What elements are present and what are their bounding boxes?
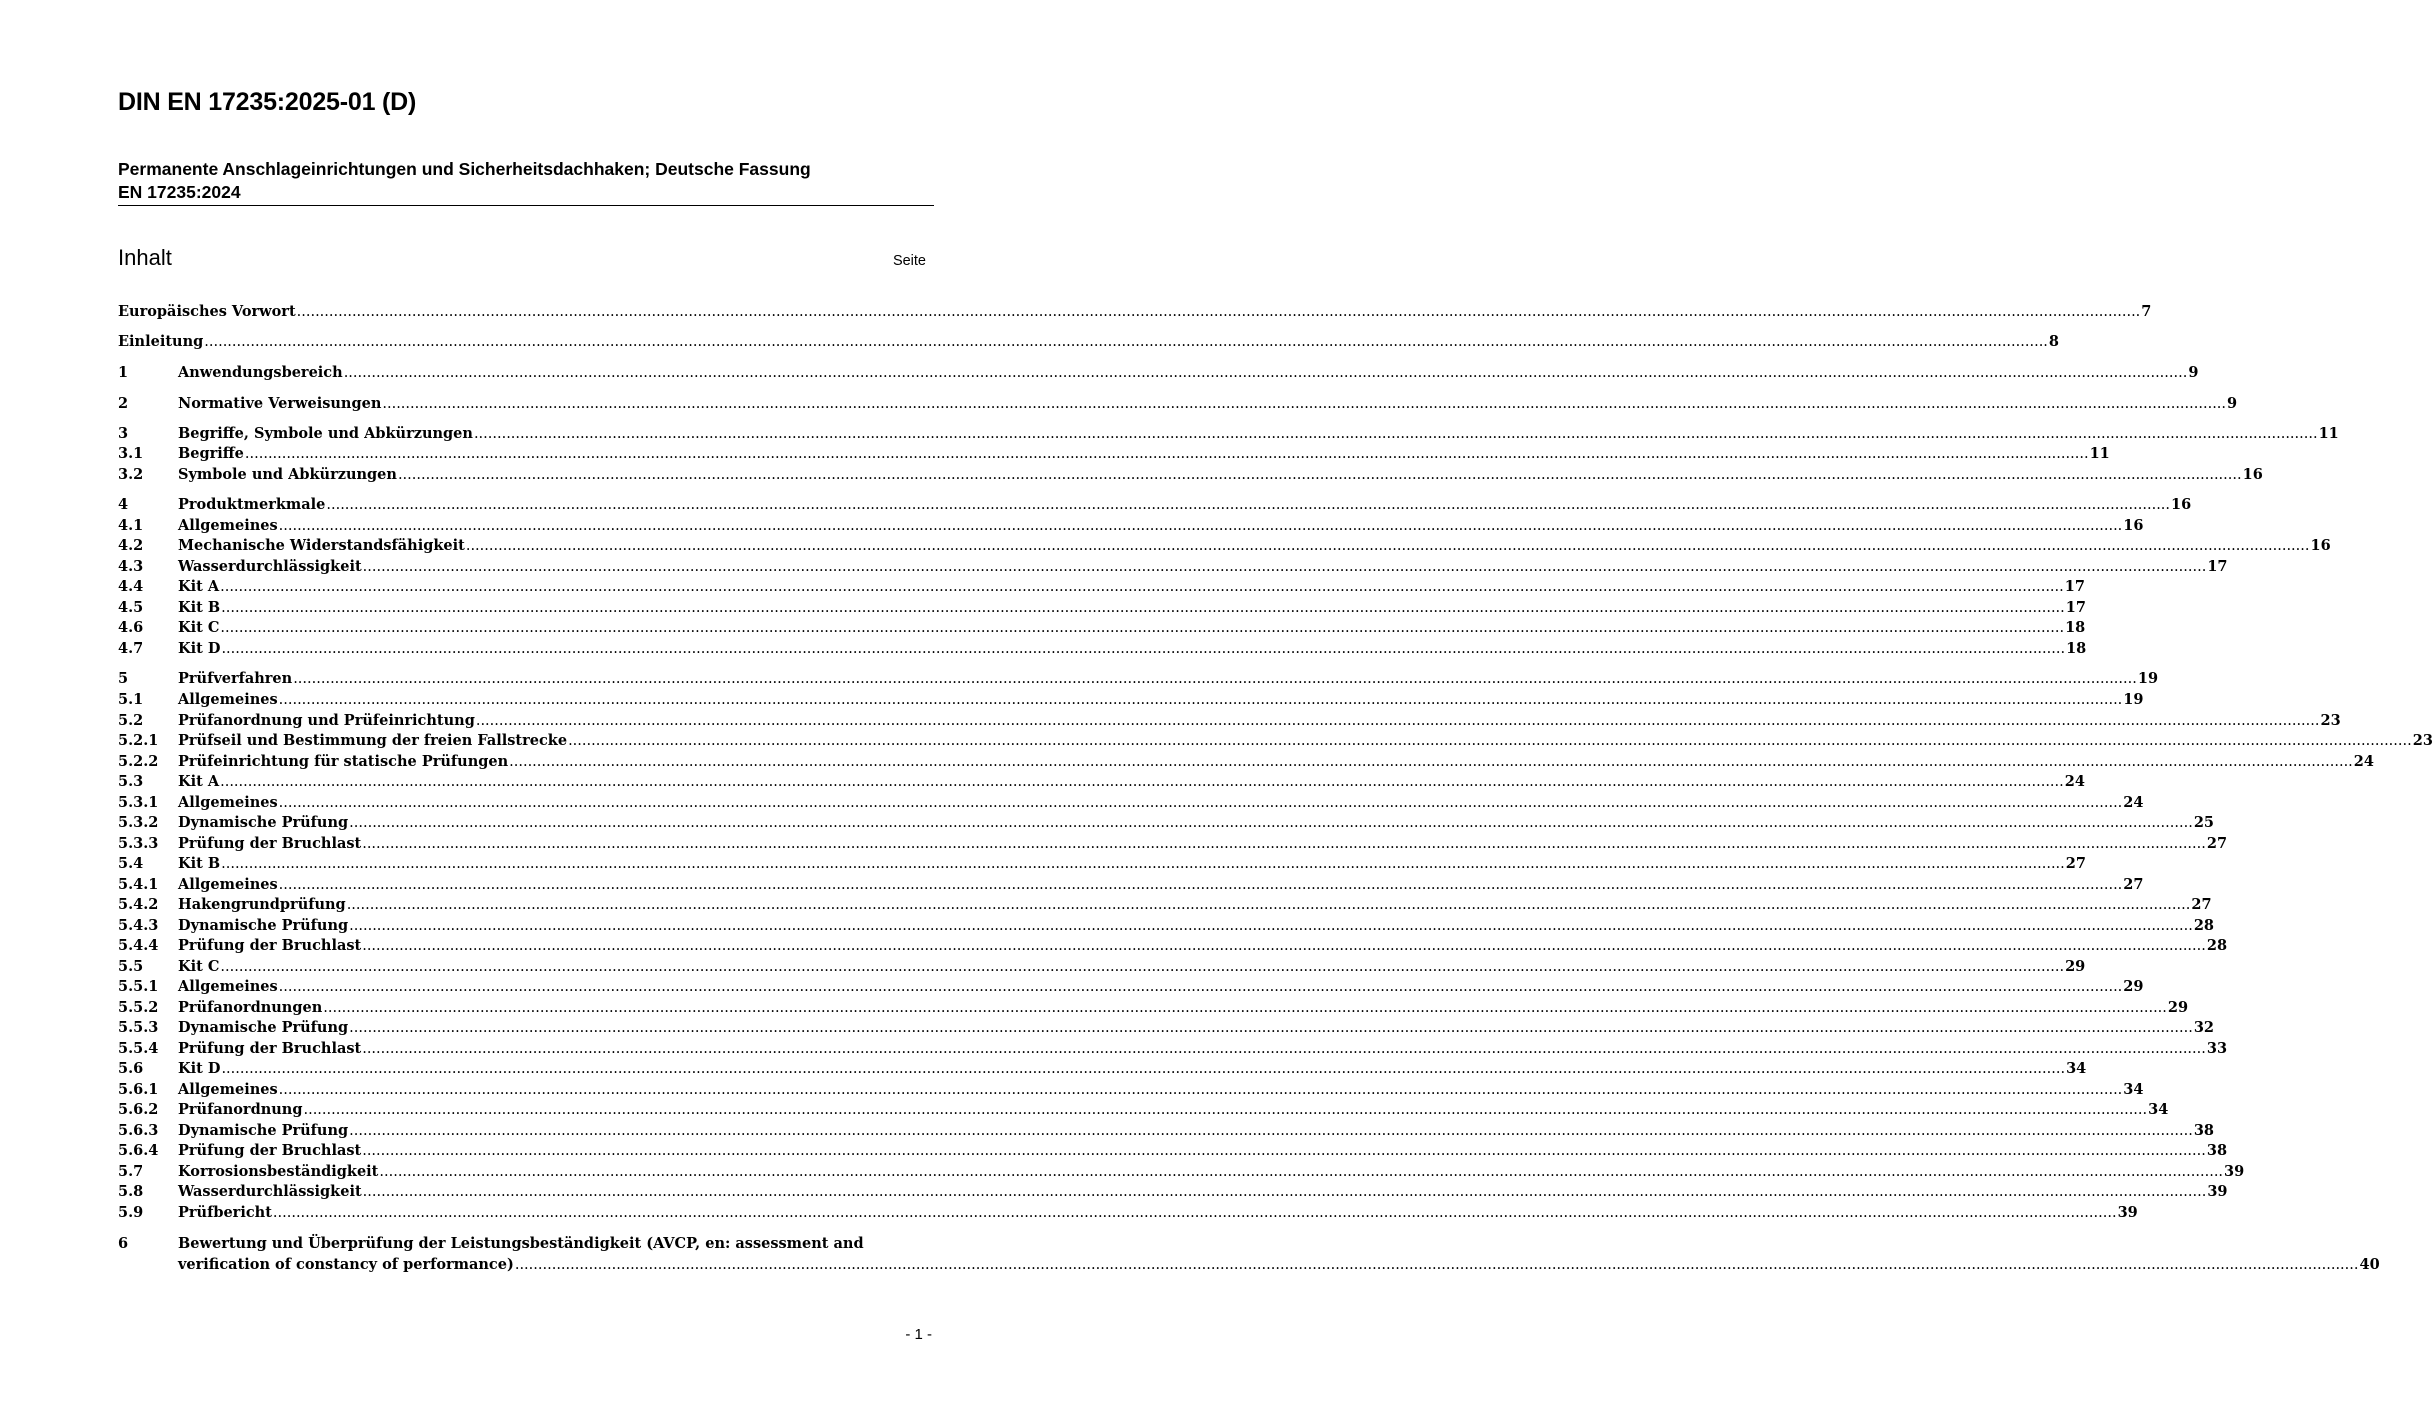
toc-entry-title: Wasserdurchlässigkeit xyxy=(178,558,362,575)
toc-dot-leader: ................................................................................................................................................................................................................................................................................................................................................................................................................ xyxy=(272,1205,2117,1221)
toc-dot-leader: ................................................................................................................................................................................................................................................................................................................................................................................................................ xyxy=(509,754,2353,770)
toc-entry-number: 5.9 xyxy=(118,1204,144,1221)
toc-dot-leader: ................................................................................................................................................................................................................................................................................................................................................................................................................ xyxy=(475,713,2320,729)
toc-entry-number: 5.3.2 xyxy=(118,814,159,831)
toc-entry-page: 39 xyxy=(2224,1163,2245,1180)
toc-entry-title: Anwendungsbereich xyxy=(178,364,343,381)
toc-entry-line xyxy=(178,936,2228,957)
toc-entry-page: 34 xyxy=(2123,1081,2144,1098)
toc-entry[interactable] xyxy=(118,711,2341,732)
toc-dot-leader: ................................................................................................................................................................................................................................................................................................................................................................................................................ xyxy=(362,1041,2206,1057)
toc-entry-page: 16 xyxy=(2171,496,2192,513)
toc-entry-line xyxy=(178,394,2238,415)
toc-dot-leader: ................................................................................................................................................................................................................................................................................................................................................................................................................ xyxy=(296,304,2141,320)
subtitle-line-1: Permanente Anschlageinrichtungen und Sicherheitsdachhaken; Deutsche Fassung xyxy=(118,159,811,179)
toc-entry-number: 5.3.3 xyxy=(118,835,159,852)
toc-entry[interactable] xyxy=(118,875,2144,896)
toc-entry-title: Dynamische Prüfung xyxy=(178,814,349,831)
toc-entry-page: 29 xyxy=(2065,958,2086,975)
toc-dot-leader: ................................................................................................................................................................................................................................................................................................................................................................................................................ xyxy=(220,620,2065,636)
toc-entry-line xyxy=(178,557,2228,578)
toc-entry-number: 5.3.1 xyxy=(118,794,159,811)
toc-entry-title: Prüfseil und Bestimmung der freien Fallstrecke xyxy=(178,732,568,749)
toc-entry[interactable] xyxy=(118,332,2060,353)
toc-entry-number: 2 xyxy=(118,395,129,412)
toc-entry-line xyxy=(178,536,2331,557)
toc-entry-title-line-1: Bewertung und Überprüfung der Leistungsbeständigkeit (AVCP, en: assessment and xyxy=(178,1235,864,1252)
toc-entry-number: 3 xyxy=(118,425,129,442)
toc-dot-leader: ................................................................................................................................................................................................................................................................................................................................................................................................................ xyxy=(362,1143,2206,1159)
toc-entry-number: 5.5.3 xyxy=(118,1019,159,1036)
toc-entry-line xyxy=(178,895,2212,916)
toc-entry-page: 27 xyxy=(2206,835,2228,852)
toc-entry-page: 9 xyxy=(2227,395,2238,412)
toc-entry-line xyxy=(178,639,2087,660)
toc-entry-page: 19 xyxy=(2123,691,2144,708)
toc-entry[interactable] xyxy=(118,495,2192,516)
toc-entry[interactable] xyxy=(118,465,2263,486)
toc-entry-number: 1 xyxy=(118,364,129,381)
toc-entry-line xyxy=(178,577,2085,598)
toc-entry-number: 5.5 xyxy=(118,958,144,975)
toc-entry-number: 5.5.2 xyxy=(118,999,159,1016)
toc-entry-page: 24 xyxy=(2064,773,2085,790)
toc-dot-leader: ................................................................................................................................................................................................................................................................................................................................................................................................................ xyxy=(349,918,2193,934)
toc-entry-number: 4.7 xyxy=(118,640,144,657)
toc-dot-leader: ................................................................................................................................................................................................................................................................................................................................................................................................................ xyxy=(362,1184,2207,1200)
toc-entry-title: Wasserdurchlässigkeit xyxy=(178,1183,362,1200)
toc-entry-page: 9 xyxy=(2188,364,2199,381)
toc-entry[interactable] xyxy=(118,424,2339,445)
toc-entry-line xyxy=(118,332,2060,353)
subtitle-line-2: EN 17235:2024 xyxy=(118,182,241,202)
toc-dot-leader: ................................................................................................................................................................................................................................................................................................................................................................................................................ xyxy=(278,979,2123,995)
toc-entry-line xyxy=(178,465,2263,486)
toc-entry-title: Allgemeines xyxy=(178,517,278,534)
toc-entry[interactable] xyxy=(118,834,2228,855)
toc-entry[interactable] xyxy=(118,1141,2228,1162)
document-title: DIN EN 17235:2025-01 (D) xyxy=(118,88,417,116)
toc-entry[interactable] xyxy=(118,936,2228,957)
toc-entry[interactable] xyxy=(118,516,2144,537)
toc-entry-page: 17 xyxy=(2065,599,2086,616)
toc-entry-line xyxy=(178,957,2086,978)
toc-entry[interactable] xyxy=(118,1234,2380,1275)
toc-dot-leader: ................................................................................................................................................................................................................................................................................................................................................................................................................ xyxy=(349,1020,2193,1036)
toc-entry-page: 17 xyxy=(2064,578,2085,595)
toc-entry-page: 32 xyxy=(2193,1019,2214,1036)
toc-entry-number: 5.2 xyxy=(118,712,144,729)
toc-entry-title: Allgemeines xyxy=(178,794,278,811)
toc-entry-number: 5 xyxy=(118,670,129,687)
page-number: - 1 - xyxy=(905,1326,932,1343)
toc-dot-leader: ................................................................................................................................................................................................................................................................................................................................................................................................................ xyxy=(221,641,2066,657)
toc-dot-leader: ................................................................................................................................................................................................................................................................................................................................................................................................................ xyxy=(278,877,2123,893)
toc-entry[interactable] xyxy=(118,957,2086,978)
toc-entry-page: 11 xyxy=(2089,445,2110,462)
toc-entry-page: 39 xyxy=(2117,1204,2138,1221)
toc-entry-number: 4.1 xyxy=(118,517,144,534)
toc-dot-leader: ................................................................................................................................................................................................................................................................................................................................................................................................................ xyxy=(465,538,2310,554)
toc-entry-line xyxy=(178,363,2199,384)
toc-entry-line xyxy=(178,598,2086,619)
toc-entry-line xyxy=(178,875,2144,896)
toc-dot-leader: ................................................................................................................................................................................................................................................................................................................................................................................................................ xyxy=(278,1082,2123,1098)
toc-entry-number: 5.8 xyxy=(118,1183,144,1200)
toc-entry-number: 5.3 xyxy=(118,773,144,790)
toc-entry-line xyxy=(178,772,2085,793)
toc-entry-line xyxy=(178,516,2144,537)
toc-entry-line xyxy=(178,834,2228,855)
toc-entry-page: 25 xyxy=(2193,814,2214,831)
toc-entry-title: Prüfung der Bruchlast xyxy=(178,835,362,852)
toc-entry[interactable] xyxy=(118,1121,2214,1142)
toc-entry-line xyxy=(178,998,2189,1019)
toc-entry-title: Mechanische Widerstandsfähigkeit xyxy=(178,537,465,554)
toc-dot-leader: ................................................................................................................................................................................................................................................................................................................................................................................................................ xyxy=(221,1061,2066,1077)
toc-dot-leader: ................................................................................................................................................................................................................................................................................................................................................................................................................ xyxy=(278,692,2123,708)
toc-entry-number: 4.3 xyxy=(118,558,144,575)
toc-entry-line xyxy=(178,1018,2214,1039)
toc-entry-number: 4.2 xyxy=(118,537,144,554)
toc-entry-page: 18 xyxy=(2066,640,2087,657)
toc-entry-line xyxy=(178,813,2214,834)
toc-entry-line xyxy=(178,977,2144,998)
toc-entry-page: 38 xyxy=(2206,1142,2228,1159)
toc-entry-number: 5.4.4 xyxy=(118,937,159,954)
toc-entry-number: 5.6.1 xyxy=(118,1081,159,1098)
toc-entry-title: Prüfanordnung und Prüfeinrichtung xyxy=(178,712,475,729)
toc-entry-number: 5.2.2 xyxy=(118,753,159,770)
toc-entry-page: 16 xyxy=(2310,537,2331,554)
toc-entry-line xyxy=(178,1121,2214,1142)
toc-entry-line xyxy=(178,618,2086,639)
toc-entry-line xyxy=(178,916,2214,937)
toc-entry-page: 28 xyxy=(2193,917,2214,934)
toc-dot-leader: ................................................................................................................................................................................................................................................................................................................................................................................................................ xyxy=(379,1164,2224,1180)
toc-entry-title: Hakengrundprüfung xyxy=(178,896,346,913)
toc-entry-line xyxy=(178,1203,2138,1224)
toc-entry-title: Symbole und Abkürzungen xyxy=(178,466,397,483)
toc-entry-page: 7 xyxy=(2141,303,2152,320)
toc-entry-number: 5.4.1 xyxy=(118,876,159,893)
toc-entry-page: 38 xyxy=(2193,1122,2214,1139)
toc-dot-leader: ................................................................................................................................................................................................................................................................................................................................................................................................................ xyxy=(204,334,2048,350)
toc-entry-page: 28 xyxy=(2206,937,2228,954)
toc-dot-leader: ................................................................................................................................................................................................................................................................................................................................................................................................................ xyxy=(221,600,2065,616)
toc-entry-page: 29 xyxy=(2123,978,2144,995)
toc-dot-leader: ................................................................................................................................................................................................................................................................................................................................................................................................................ xyxy=(362,938,2206,954)
toc-entry-title: Begriffe xyxy=(178,445,244,462)
toc-entry-page: 34 xyxy=(2066,1060,2087,1077)
toc-entry[interactable] xyxy=(118,598,2086,619)
toc-entry-title: Dynamische Prüfung xyxy=(178,1122,349,1139)
toc-entry-title: Begriffe, Symbole und Abkürzungen xyxy=(178,425,473,442)
toc-entry-number: 5.6.3 xyxy=(118,1122,159,1139)
toc-entry-title: Kit D xyxy=(178,1060,221,1077)
toc-entry[interactable] xyxy=(118,577,2085,598)
toc-entry-number: 5.4.2 xyxy=(118,896,159,913)
toc-entry-page: 11 xyxy=(2318,425,2339,442)
toc-entry-title: Normative Verweisungen xyxy=(178,395,382,412)
toc-entry-title: Prüfung der Bruchlast xyxy=(178,1142,362,1159)
toc-entry[interactable] xyxy=(118,444,2110,465)
toc-heading: Inhalt xyxy=(118,245,172,270)
toc-entry-line xyxy=(178,690,2144,711)
toc-dot-leader: ................................................................................................................................................................................................................................................................................................................................................................................................................ xyxy=(349,815,2193,831)
toc-entry-line xyxy=(178,1100,2169,1121)
toc-entry-page: 34 xyxy=(2148,1101,2169,1118)
toc-entry-line xyxy=(178,1255,2380,1276)
toc-entry-number: 5.4.3 xyxy=(118,917,159,934)
toc-entry-title: Einleitung xyxy=(118,333,204,350)
toc-entry-title: Kit C xyxy=(178,958,220,975)
toc-entry-page: 24 xyxy=(2123,794,2144,811)
toc-entry-number: 5.6.4 xyxy=(118,1142,159,1159)
toc-entry[interactable] xyxy=(118,813,2214,834)
toc-entry[interactable] xyxy=(118,394,2238,415)
toc-entry-page: 16 xyxy=(2242,466,2263,483)
toc-entry[interactable] xyxy=(118,669,2159,690)
toc-entry[interactable] xyxy=(118,536,2331,557)
toc-entry[interactable] xyxy=(118,977,2144,998)
toc-entry-page: 24 xyxy=(2353,753,2374,770)
toc-entry[interactable] xyxy=(118,793,2144,814)
toc-entry-title: Europäisches Vorwort xyxy=(118,303,296,320)
toc-entry[interactable] xyxy=(118,618,2086,639)
toc-entry[interactable] xyxy=(118,1059,2087,1080)
toc-dot-leader: ................................................................................................................................................................................................................................................................................................................................................................................................................ xyxy=(220,959,2065,975)
toc-entry-title: Dynamische Prüfung xyxy=(178,917,349,934)
toc-entry-page: 40 xyxy=(2359,1255,2380,1273)
toc-page-column-label: Seite xyxy=(892,253,926,269)
toc-dot-leader: ................................................................................................................................................................................................................................................................................................................................................................................................................ xyxy=(382,396,2227,412)
toc-entry[interactable] xyxy=(118,998,2189,1019)
toc-entry[interactable] xyxy=(118,1100,2169,1121)
toc-entry-page: 19 xyxy=(2137,670,2159,687)
toc-dot-leader: ................................................................................................................................................................................................................................................................................................................................................................................................................ xyxy=(397,467,2242,483)
toc-entry-page: 8 xyxy=(2048,333,2060,350)
toc-dot-leader: ................................................................................................................................................................................................................................................................................................................................................................................................................ xyxy=(326,497,2171,513)
toc-entry-page: 23 xyxy=(2412,732,2433,749)
toc-entry-title: Prüfanordnung xyxy=(178,1101,303,1118)
title-divider xyxy=(118,205,934,206)
toc-entry[interactable] xyxy=(118,1203,2138,1224)
toc-dot-leader: ................................................................................................................................................................................................................................................................................................................................................................................................................ xyxy=(220,579,2064,595)
toc-entry-line xyxy=(178,444,2110,465)
toc-entry[interactable] xyxy=(118,731,2433,752)
toc-entry-line xyxy=(178,1039,2228,1060)
toc-entry-title: Prüfverfahren xyxy=(178,670,293,687)
toc-entry-line xyxy=(178,752,2374,773)
toc-entry-line xyxy=(178,854,2086,875)
toc-entry[interactable] xyxy=(118,690,2144,711)
toc-entry-line xyxy=(118,302,2152,323)
toc-entry-title: Kit A xyxy=(178,578,220,595)
toc-entry-page: 18 xyxy=(2065,619,2086,636)
toc-entry-number: 4.4 xyxy=(118,578,144,595)
toc-entry-line xyxy=(178,495,2192,516)
toc-entry-line xyxy=(178,1182,2228,1203)
toc-entry-title: Kit D xyxy=(178,640,221,657)
toc-entry-title: Allgemeines xyxy=(178,978,278,995)
toc-dot-leader: ................................................................................................................................................................................................................................................................................................................................................................................................................ xyxy=(349,1123,2193,1139)
toc-entry-line xyxy=(178,424,2339,445)
toc-dot-leader: ................................................................................................................................................................................................................................................................................................................................................................................................................ xyxy=(343,365,2188,381)
toc-entry-line xyxy=(178,1141,2228,1162)
toc-dot-leader: ................................................................................................................................................................................................................................................................................................................................................................................................................ xyxy=(362,559,2207,575)
toc-entry-title: Kit C xyxy=(178,619,220,636)
toc-entry[interactable] xyxy=(118,1018,2214,1039)
toc-entry[interactable] xyxy=(118,639,2087,660)
toc-entry-title: Allgemeines xyxy=(178,876,278,893)
toc-dot-leader: ................................................................................................................................................................................................................................................................................................................................................................................................................ xyxy=(473,426,2318,442)
toc-entry-title: Allgemeines xyxy=(178,691,278,708)
toc-dot-leader: ................................................................................................................................................................................................................................................................................................................................................................................................................ xyxy=(346,897,2191,913)
toc-dot-leader: ................................................................................................................................................................................................................................................................................................................................................................................................................ xyxy=(323,1000,2167,1016)
toc-entry-number: 5.6 xyxy=(118,1060,144,1077)
toc-entry-line xyxy=(178,669,2159,690)
toc-entry[interactable] xyxy=(118,363,2199,384)
toc-entry-number: 5.2.1 xyxy=(118,732,159,749)
toc-entry-title: verification of constancy of performance) xyxy=(178,1255,514,1273)
toc-dot-leader: ................................................................................................................................................................................................................................................................................................................................................................................................................ xyxy=(220,774,2064,790)
toc-entry-title: Korrosionsbeständigkeit xyxy=(178,1163,379,1180)
toc-entry-page: 39 xyxy=(2207,1183,2228,1200)
toc-dot-leader: ................................................................................................................................................................................................................................................................................................................................................................................................................ xyxy=(278,518,2123,534)
toc-entry[interactable] xyxy=(118,1182,2228,1203)
toc-entry-page: 27 xyxy=(2191,896,2212,913)
toc-dot-leader: ................................................................................................................................................................................................................................................................................................................................................................................................................ xyxy=(303,1102,2148,1118)
toc-entry[interactable] xyxy=(118,1162,2245,1183)
toc-entry-page: 17 xyxy=(2207,558,2228,575)
toc-entry[interactable] xyxy=(118,772,2085,793)
toc-dot-leader: ................................................................................................................................................................................................................................................................................................................................................................................................................ xyxy=(278,795,2123,811)
toc-entry-title: Prüfanordnungen xyxy=(178,999,323,1016)
toc-entry-number: 5.1 xyxy=(118,691,144,708)
toc-dot-leader: ................................................................................................................................................................................................................................................................................................................................................................................................................ xyxy=(221,856,2065,872)
toc-entry-number: 4.5 xyxy=(118,599,144,616)
toc-dot-leader: ................................................................................................................................................................................................................................................................................................................................................................................................................ xyxy=(244,446,2089,462)
toc-dot-leader: ................................................................................................................................................................................................................................................................................................................................................................................................................ xyxy=(568,733,2412,749)
toc-entry-page: 27 xyxy=(2123,876,2144,893)
toc-entry-number: 5.6.2 xyxy=(118,1101,159,1118)
toc-entry[interactable] xyxy=(118,1080,2144,1101)
toc-entry-page: 33 xyxy=(2206,1040,2228,1057)
toc-entry-title: Allgemeines xyxy=(178,1081,278,1098)
toc-entry-title: Kit B xyxy=(178,855,221,872)
document-subtitle xyxy=(118,158,934,204)
toc-entry[interactable] xyxy=(118,752,2374,773)
toc-entry-line xyxy=(178,731,2433,752)
toc-entry-line xyxy=(178,1059,2087,1080)
toc-entry-line xyxy=(178,1080,2144,1101)
toc-entry[interactable] xyxy=(118,302,2152,323)
toc-entry-title: Prüfbericht xyxy=(178,1204,272,1221)
toc-entry-number: 3.1 xyxy=(118,445,144,462)
toc-entry[interactable] xyxy=(118,916,2214,937)
toc-dot-leader: ................................................................................................................................................................................................................................................................................................................................................................................................................ xyxy=(293,671,2137,687)
toc-entry-title: Prüfung der Bruchlast xyxy=(178,1040,362,1057)
toc-entry-number: 5.4 xyxy=(118,855,144,872)
toc-entry[interactable] xyxy=(118,557,2228,578)
toc-entry-number: 4 xyxy=(118,496,129,513)
toc-entry-title: Kit B xyxy=(178,599,221,616)
toc-entry-page: 27 xyxy=(2065,855,2086,872)
toc-entry-page: 29 xyxy=(2167,999,2189,1016)
toc-entry[interactable] xyxy=(118,895,2212,916)
toc-entry-number: 5.5.4 xyxy=(118,1040,159,1057)
toc-dot-leader: ................................................................................................................................................................................................................................................................................................................................................................................................................ xyxy=(514,1256,2359,1273)
toc-entry-page: 23 xyxy=(2320,712,2341,729)
toc-entry-title: Dynamische Prüfung xyxy=(178,1019,349,1036)
toc-entry-number: 3.2 xyxy=(118,466,144,483)
toc-dot-leader: ................................................................................................................................................................................................................................................................................................................................................................................................................ xyxy=(362,836,2206,852)
toc-entry-page: 16 xyxy=(2123,517,2144,534)
toc-entry-line xyxy=(178,1162,2245,1183)
toc-entry[interactable] xyxy=(118,1039,2228,1060)
toc-entry-line xyxy=(178,711,2341,732)
toc-entry-line xyxy=(178,793,2144,814)
toc-entry-number: 4.6 xyxy=(118,619,144,636)
toc-entry[interactable] xyxy=(118,854,2086,875)
toc-entry-title: Prüfeinrichtung für statische Prüfungen xyxy=(178,753,509,770)
toc-entry-number: 5.7 xyxy=(118,1163,144,1180)
toc-entry-title: Prüfung der Bruchlast xyxy=(178,937,362,954)
toc-entry-title: Produktmerkmale xyxy=(178,496,326,513)
toc-entry-title: Kit A xyxy=(178,773,220,790)
toc-entry-number: 5.5.1 xyxy=(118,978,159,995)
toc-entry-number: 6 xyxy=(118,1235,129,1252)
